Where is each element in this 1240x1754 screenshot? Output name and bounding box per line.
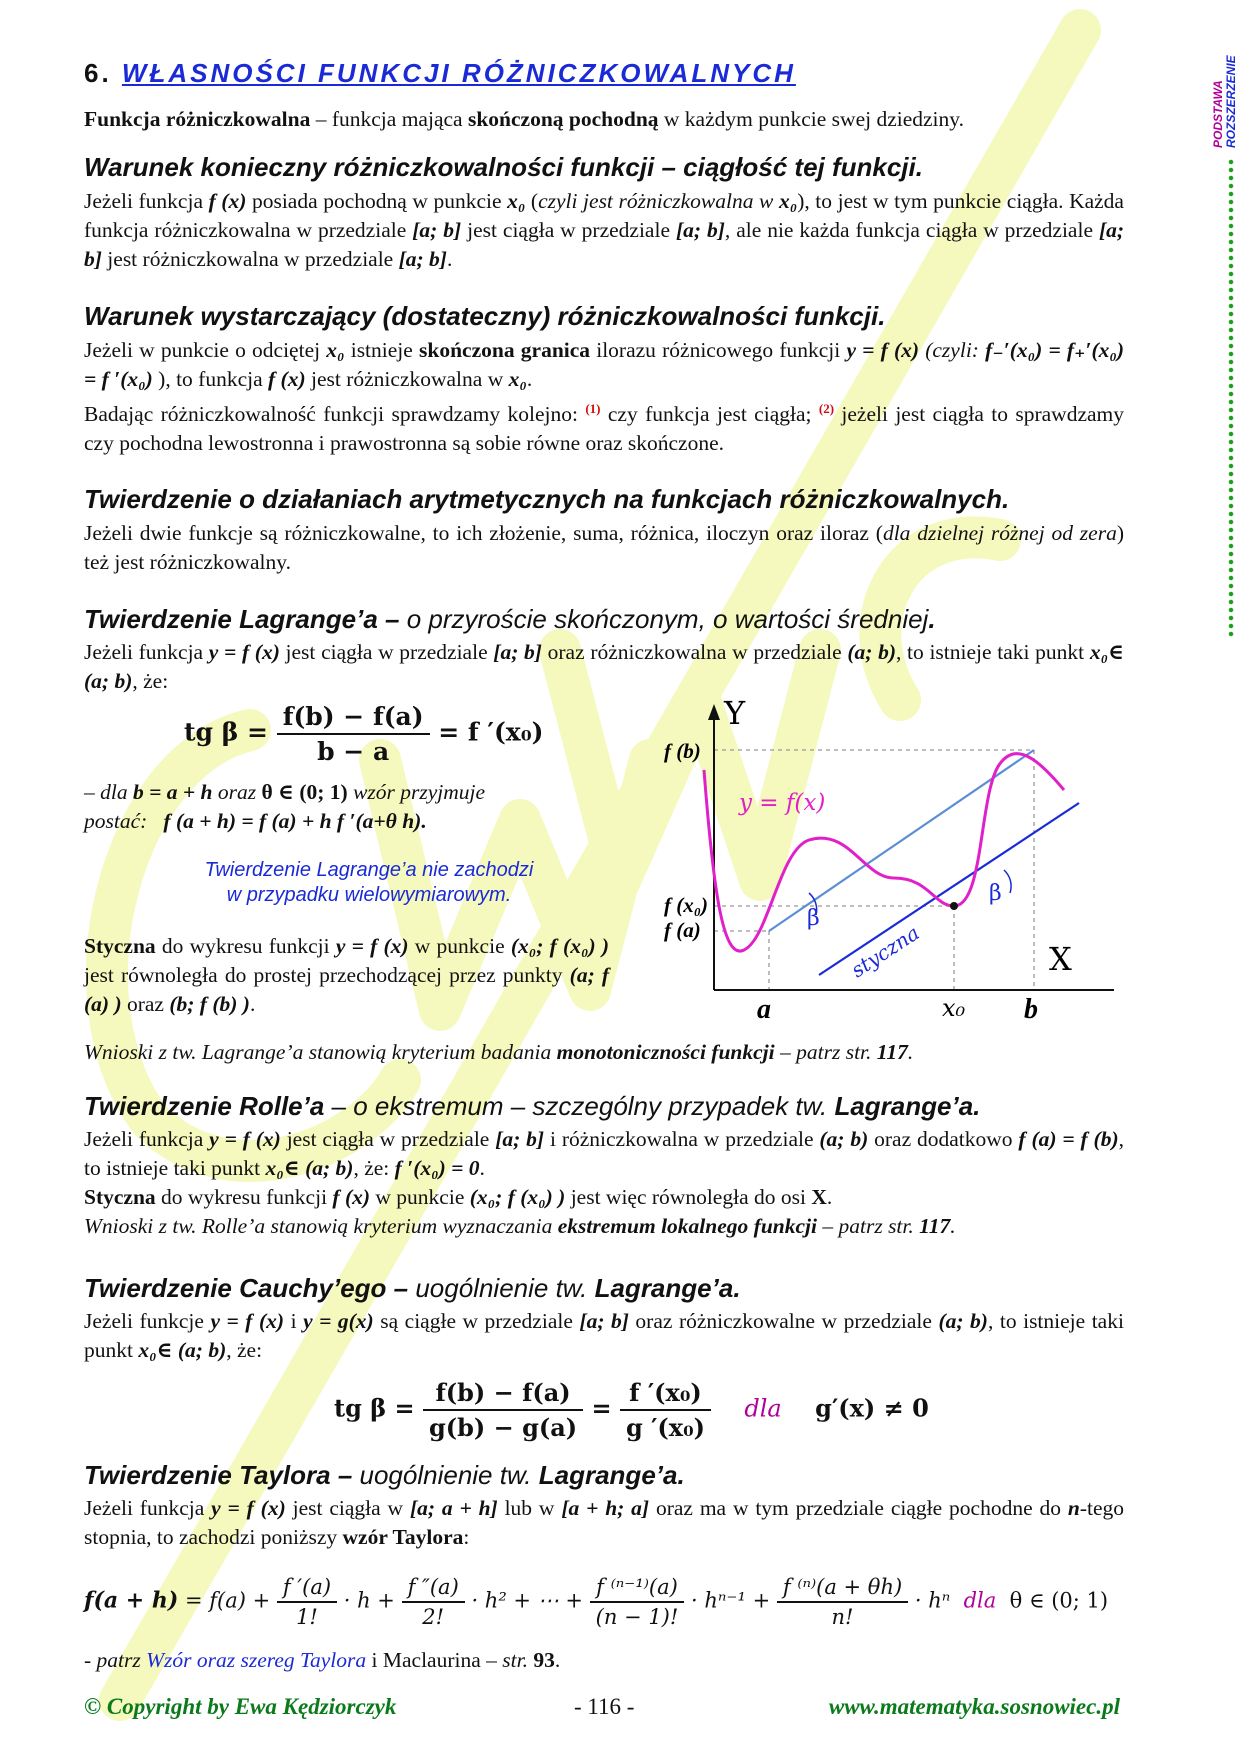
s7-i1: [a; a + h]: [409, 1496, 498, 1520]
def-term: Funkcja różniczkowalna: [84, 107, 311, 131]
s5-ab2: (a; b): [819, 1127, 869, 1151]
note-line1: Twierdzenie Lagrange’a nie zachodzi: [204, 859, 534, 881]
taylor-m3: · hⁿ⁻¹ +: [691, 1588, 771, 1613]
s1-fx: f (x): [208, 189, 247, 213]
s2-heading: Warunek wystarczający (dostateczny) różniczkowalności funkcji.: [84, 301, 886, 331]
cauchy-formula: [334, 1378, 1034, 1442]
s4-t2: jest ciągła w przedziale: [279, 640, 494, 664]
label-fb: f (b): [664, 739, 701, 763]
s2-t2: istnieje: [344, 338, 420, 362]
s5-yfx: y = f (x): [209, 1127, 281, 1151]
s5-t5: , to istnieje taki punkt: [84, 1127, 1125, 1180]
cauchy-den2: g ′(x₀): [625, 1413, 705, 1442]
s1-t3i: czyli jest różniczkowalna w: [538, 189, 779, 213]
s4-conclusion: [84, 1038, 1124, 1067]
s2-x0b: x₀: [508, 367, 527, 391]
taylor-den2: 2!: [422, 1605, 445, 1629]
lagrange-note: [84, 858, 654, 908]
s2-fx: f (x): [268, 367, 306, 391]
taylor-num3: f ⁽ⁿ⁻¹⁾(a): [590, 1575, 685, 1603]
s5-t2: jest ciągła w przedziale: [280, 1127, 496, 1151]
s5-st1: do wykresu funkcji: [155, 1185, 333, 1209]
s5-st-x: X: [811, 1185, 827, 1209]
cauchy-eq: =: [591, 1393, 612, 1423]
s1-t4: ), to jest w tym punkcie ciągła. Każda funkcja różniczkowalna w przedziale: [84, 189, 1124, 242]
curve-label: y = f(x): [739, 790, 826, 816]
s5-t3: i różniczkowalna w przedziale: [544, 1127, 820, 1151]
cauchy-frac1: [423, 1378, 583, 1442]
note-line2: w przypadku wielowymiarowym.: [226, 884, 512, 906]
s4-ab1: [a; b]: [493, 640, 542, 664]
s4-st4: przez punkty: [449, 963, 570, 987]
s4-d2b: θ ∈ (0; 1): [261, 780, 348, 804]
s4-heading-bold: Twierdzenie Lagrange’a –: [84, 604, 400, 634]
s5-w1: Wnioski z tw. Rolle’a stanowią kryterium wyznaczania: [84, 1214, 558, 1238]
taylor-den4: n!: [831, 1605, 854, 1629]
s4-wp: 117: [876, 1040, 908, 1064]
s6-t5: , to istnieje taki punkt: [84, 1309, 1124, 1362]
x-axis-label: X: [1049, 940, 1072, 978]
s4-st5: oraz: [121, 992, 170, 1016]
s4-d1: – dla: [84, 780, 133, 804]
cauchy-dla: dla: [744, 1394, 782, 1423]
s1-ab1: [a; b]: [412, 218, 462, 242]
taylor-cond: θ ∈ (0; 1): [1009, 1588, 1109, 1613]
s4-d4: postać:: [84, 809, 148, 833]
s2-n2: (2): [818, 401, 835, 416]
y-axis-label: Y: [724, 700, 746, 732]
lagrange-fraction: [277, 702, 430, 766]
taylor-eq1: = f(a) +: [184, 1588, 271, 1613]
s5-heading-normal: – o ekstremum – szczególny przypadek tw.: [324, 1091, 835, 1121]
s2-t10: jeżeli jest ciągła to sprawdzamy czy pochodna lewostronna i prawostronna są sobie równe oraz skończone.: [84, 402, 1125, 456]
s1-t1: Jeżeli funkcja: [84, 189, 209, 213]
s4-d1b: b = a + h: [132, 780, 213, 804]
taylor-frac1: [277, 1575, 337, 1629]
s4-heading-end: .: [928, 604, 936, 634]
s1-heading: Warunek konieczny różniczkowalności funkcji – ciągłość tej funkcji.: [84, 152, 923, 182]
s5-w2: – patrz str.: [816, 1214, 920, 1238]
taylor-frac2: [402, 1575, 465, 1629]
taylor-num2: f ″(a): [402, 1575, 465, 1603]
s7-reference: [84, 1646, 1124, 1675]
s4-text: [84, 638, 1124, 696]
s3-t1i: dla dzielnej różnej od zera: [882, 521, 1117, 545]
s5-w3: .: [950, 1214, 956, 1238]
s1-t5: jest ciągła w przedziale: [461, 218, 676, 242]
s2-t9: czy funkcja jest ciągła;: [600, 402, 819, 427]
angle-arc-2: [1004, 870, 1011, 893]
s4-tangent: [84, 932, 609, 1019]
lagrange-den: b − a: [317, 737, 390, 766]
s1-text: [84, 187, 1124, 274]
s7-rp: 93: [533, 1648, 555, 1672]
s7-t6: :: [463, 1525, 470, 1549]
s5-st4: .: [826, 1185, 833, 1209]
s6-t3: są ciągłe w przedziale: [373, 1309, 580, 1333]
s4-w1: Wnioski z tw. Lagrange’a stanowią kryterium badania: [84, 1040, 557, 1064]
def-text: – funkcja mająca: [310, 107, 468, 131]
level-dots: [1226, 158, 1236, 638]
footer-copyright: © Copyright by Ewa Kędziorczyk: [84, 1694, 397, 1719]
s7-t5: -tego stopnia, to zachodzi poniższy: [84, 1496, 1124, 1549]
s5-wb: ekstremum lokalnego funkcji: [557, 1214, 817, 1238]
s4-st-p: (x₀; f (x₀) ): [510, 934, 610, 958]
s7-r1: - patrz: [84, 1648, 147, 1672]
tangent-point: [950, 902, 958, 910]
s5-st-f: f (x): [332, 1185, 371, 1209]
s7-text: [84, 1494, 1124, 1552]
s5-text: [84, 1125, 1124, 1241]
chapter-title: [84, 58, 1124, 89]
s4-st-y: y = f (x): [335, 934, 409, 958]
lagrange-formula: [184, 702, 604, 766]
s4-w3: .: [907, 1040, 914, 1064]
s7-r4: .: [554, 1648, 561, 1672]
s4-t4: , to istnieje taki punkt: [896, 640, 1090, 664]
s4-heading-normal: o przyroście skończonym, o wartości średniej: [399, 604, 929, 634]
taylor-den3: (n − 1)!: [595, 1605, 679, 1629]
s6-heading-end: .: [733, 1273, 741, 1303]
s7-r2: i Maclaurina –: [366, 1648, 503, 1672]
s5-st-b: Styczna: [84, 1185, 156, 1209]
cauchy-num2: f ′(x₀): [620, 1378, 711, 1411]
s2-yfx: y = f (x): [846, 338, 920, 362]
s2-t8: Badając różniczkowalność funkcji sprawdzamy kolejno:: [84, 402, 586, 427]
s2-eq: f₋′(x₀) = f₊′(x₀) = f ′(x₀): [84, 338, 1125, 391]
beta-label-1: β: [807, 906, 820, 931]
s3-heading: Twierdzenie o działaniach arytmetycznych na funkcjach różniczkowalnych.: [84, 484, 1010, 514]
footer-page-number: - 116 -: [574, 1694, 635, 1719]
s5-eq2: f ′(x₀) = 0: [394, 1156, 480, 1180]
s7-t3: lub w: [497, 1496, 562, 1520]
s7-t2: jest ciągła w: [285, 1496, 410, 1520]
s4-wb: monotoniczności funkcji: [556, 1040, 775, 1064]
s2-t4i: (czyli:: [925, 338, 986, 362]
label-fa: f (a): [664, 918, 701, 942]
s4-st-pa: (a; f (a) ): [84, 963, 610, 1016]
s6-t6: , że:: [226, 1338, 263, 1362]
cauchy-tg: tg β =: [334, 1393, 415, 1423]
label-b: b: [1024, 994, 1038, 1025]
s5-t4: oraz dodatkowo: [868, 1127, 1019, 1151]
s5-t1: Jeżeli funkcja: [84, 1127, 210, 1151]
s7-t4: oraz ma w tym przedziale ciągłe pochodne do: [649, 1496, 1068, 1520]
taylor-frac4: [777, 1575, 908, 1629]
s6-yf: y = f (x): [210, 1309, 285, 1333]
s6-t2: i: [284, 1309, 304, 1333]
s2-x0: x₀: [326, 338, 345, 362]
s3-text: [84, 519, 1124, 577]
lagrange-tg: tg β =: [184, 717, 268, 747]
s2-t3: ilorazu różnicowego funkcji: [590, 338, 847, 362]
s5-heading-bold: Twierdzenie Rolle’a: [84, 1091, 325, 1121]
def-rest: w każdym punkcie swej dziedziny.: [658, 107, 965, 131]
s7-i2: [a + h; a]: [561, 1496, 650, 1520]
taylor-frac3: [590, 1575, 685, 1629]
s5-st-p: (x₀; f (x₀) ): [469, 1185, 566, 1209]
taylor-num4: f ⁽ⁿ⁾(a + θh): [777, 1575, 908, 1603]
cauchy-den1: g(b) − g(a): [428, 1413, 578, 1442]
s5-heading-bold2: Lagrange’a: [834, 1091, 974, 1121]
taylor-dla: dla: [963, 1588, 997, 1613]
taylor-m4: · hⁿ: [914, 1588, 951, 1613]
tangent-label: styczna: [846, 920, 924, 983]
label-a: a: [757, 994, 771, 1025]
s4-t3: oraz różniczkowalna w przedziale: [541, 640, 848, 664]
s6-heading: [84, 1273, 1124, 1304]
s4-x0in: x₀∈ (a; b): [84, 640, 1124, 693]
taylor-link[interactable]: Wzór oraz szereg Taylora: [146, 1648, 367, 1672]
s1-t7: jest różniczkowalna w przedziale: [101, 247, 399, 271]
label-x0: x₀: [942, 994, 966, 1022]
lagrange-num: f(b) − f(a): [277, 702, 430, 735]
level-podstawa: PODSTAWA: [1211, 80, 1225, 148]
s5-st2: w punkcie: [370, 1185, 470, 1209]
s6-t4: oraz różniczkowalne w przedziale: [628, 1309, 939, 1333]
s1-t8: .: [446, 247, 453, 271]
s2-text: [84, 336, 1124, 458]
s7-heading-bold2: Lagrange’a: [538, 1460, 678, 1490]
s3-t2: ) też jest różniczkowalny.: [84, 521, 1125, 574]
s1-ab3: [a; b]: [84, 218, 1125, 271]
beta-label-2: β: [989, 881, 1002, 906]
tangent-line: [819, 803, 1079, 975]
label-fx0: f (x₀): [664, 893, 709, 917]
s6-heading-normal: uogólnienie tw.: [408, 1273, 595, 1303]
y-arrow: [708, 704, 720, 720]
s5-t6: , że:: [353, 1156, 395, 1180]
s7-heading: [84, 1460, 1124, 1491]
s5-ab1: [a; b]: [495, 1127, 545, 1151]
s1-t6: , ale nie każda funkcja ciągła w przedziale: [724, 218, 1099, 242]
s5-eq: f (a) = f (b): [1018, 1127, 1119, 1151]
s6-ab1: [a; b]: [579, 1309, 629, 1333]
s7-bold: wzór Taylora: [342, 1525, 464, 1549]
s7-heading-bold: Twierdzenie Taylora –: [84, 1460, 353, 1490]
chapter-name: WŁASNOŚCI FUNKCJI RÓŻNICZKOWALNYCH: [121, 58, 796, 88]
taylor-num1: f ′(a): [277, 1575, 337, 1603]
cauchy-cond: g′(x) ≠ 0: [815, 1393, 929, 1423]
s7-yfx: y = f (x): [211, 1496, 286, 1520]
s4-st2: w punkcie: [408, 934, 505, 958]
s7-r3: str.: [502, 1648, 534, 1672]
s4-t5: , że:: [132, 669, 169, 693]
s3-t1: Jeżeli dwie funkcje są różniczkowalne, to ich złożenie, suma, różnica, iloczyn oraz iloraz (: [84, 521, 883, 545]
s4-st-b: Styczna: [84, 934, 156, 958]
s5-heading-end: .: [973, 1091, 981, 1121]
taylor-m1: · h +: [343, 1588, 395, 1613]
s6-t1: Jeżeli funkcje: [84, 1309, 211, 1333]
definition: [84, 105, 1124, 134]
taylor-den1: 1!: [296, 1605, 318, 1629]
s2-t6: jest różniczkowalna w: [305, 367, 509, 391]
s6-heading-bold2: Lagrange’a: [594, 1273, 734, 1303]
s7-heading-end: .: [677, 1460, 685, 1490]
s5-t7: .: [479, 1156, 485, 1180]
s1-t3: (: [525, 189, 539, 213]
s1-x0b: x₀: [778, 189, 798, 213]
lagrange-alt: [84, 778, 624, 836]
cauchy-frac2: [620, 1378, 711, 1442]
s4-d5: f (a + h) = f (a) + h f ′(a+θ h).: [163, 809, 427, 833]
lagrange-rhs: = f ′(x₀): [438, 717, 544, 747]
s2-bold: skończona granica: [419, 338, 591, 362]
level-rozszerzenie: ROZSZERZENIE: [1224, 55, 1238, 148]
lagrange-graph: [644, 700, 1144, 1030]
s2-t7: .: [526, 367, 533, 391]
s2-t1: Jeżeli w punkcie o odciętej: [84, 338, 327, 362]
cauchy-num1: f(b) − f(a): [423, 1378, 583, 1411]
s4-st1: do wykresu funkcji: [155, 934, 336, 958]
s7-n: n: [1067, 1496, 1080, 1520]
s6-yg: y = g(x): [303, 1309, 374, 1333]
s4-d2: oraz: [212, 780, 262, 804]
s5-st3: jest więc równoległa do osi: [565, 1185, 812, 1209]
s1-x0: x₀: [507, 189, 526, 213]
footer-url[interactable]: www.matematyka.sosnowiec.pl: [828, 1694, 1120, 1719]
s5-x0in: x₀∈ (a; b): [265, 1156, 354, 1180]
s5-heading: [84, 1091, 1124, 1122]
chapter-number: 6.: [84, 58, 112, 88]
level-labels: [1208, 40, 1238, 150]
s4-heading: [84, 604, 1124, 635]
s6-text: [84, 1307, 1124, 1365]
s2-n1: (1): [585, 401, 601, 416]
s4-st3: jest równoległa do prostej przechodzącej: [84, 963, 443, 987]
s4-yfx: y = f (x): [208, 640, 280, 664]
s4-t1: Jeżeli funkcja: [84, 640, 209, 664]
level-indicator: [1200, 40, 1240, 600]
s4-ab2: (a; b): [847, 640, 896, 664]
s1-ab2: [a; b]: [675, 218, 725, 242]
taylor-lhs: f(a + h): [84, 1587, 179, 1614]
def-bold: skończoną pochodną: [467, 107, 659, 131]
s1-t2: posiada pochodną w punkcie: [246, 189, 508, 213]
s7-heading-normal: uogólnienie tw.: [352, 1460, 539, 1490]
s6-heading-bold: Twierdzenie Cauchy’ego –: [84, 1273, 409, 1303]
taylor-formula: [84, 1575, 1124, 1629]
s2-t5: ), to funkcja: [152, 367, 269, 391]
s6-x0in: x₀∈ (a; b): [138, 1338, 227, 1362]
s1-ab4: [a; b]: [398, 247, 447, 271]
s4-w2: – patrz str.: [774, 1040, 877, 1064]
s4-st6: .: [249, 992, 256, 1016]
s4-d3: wzór przyjmuje: [347, 780, 486, 804]
taylor-m2: · h² + ⋯ +: [471, 1588, 583, 1613]
s4-st-pb: (b; f (b) ): [169, 992, 250, 1016]
s5-wp: 117: [919, 1214, 951, 1238]
s6-ab2: (a; b): [938, 1309, 988, 1333]
s7-t1: Jeżeli funkcja: [84, 1496, 212, 1520]
